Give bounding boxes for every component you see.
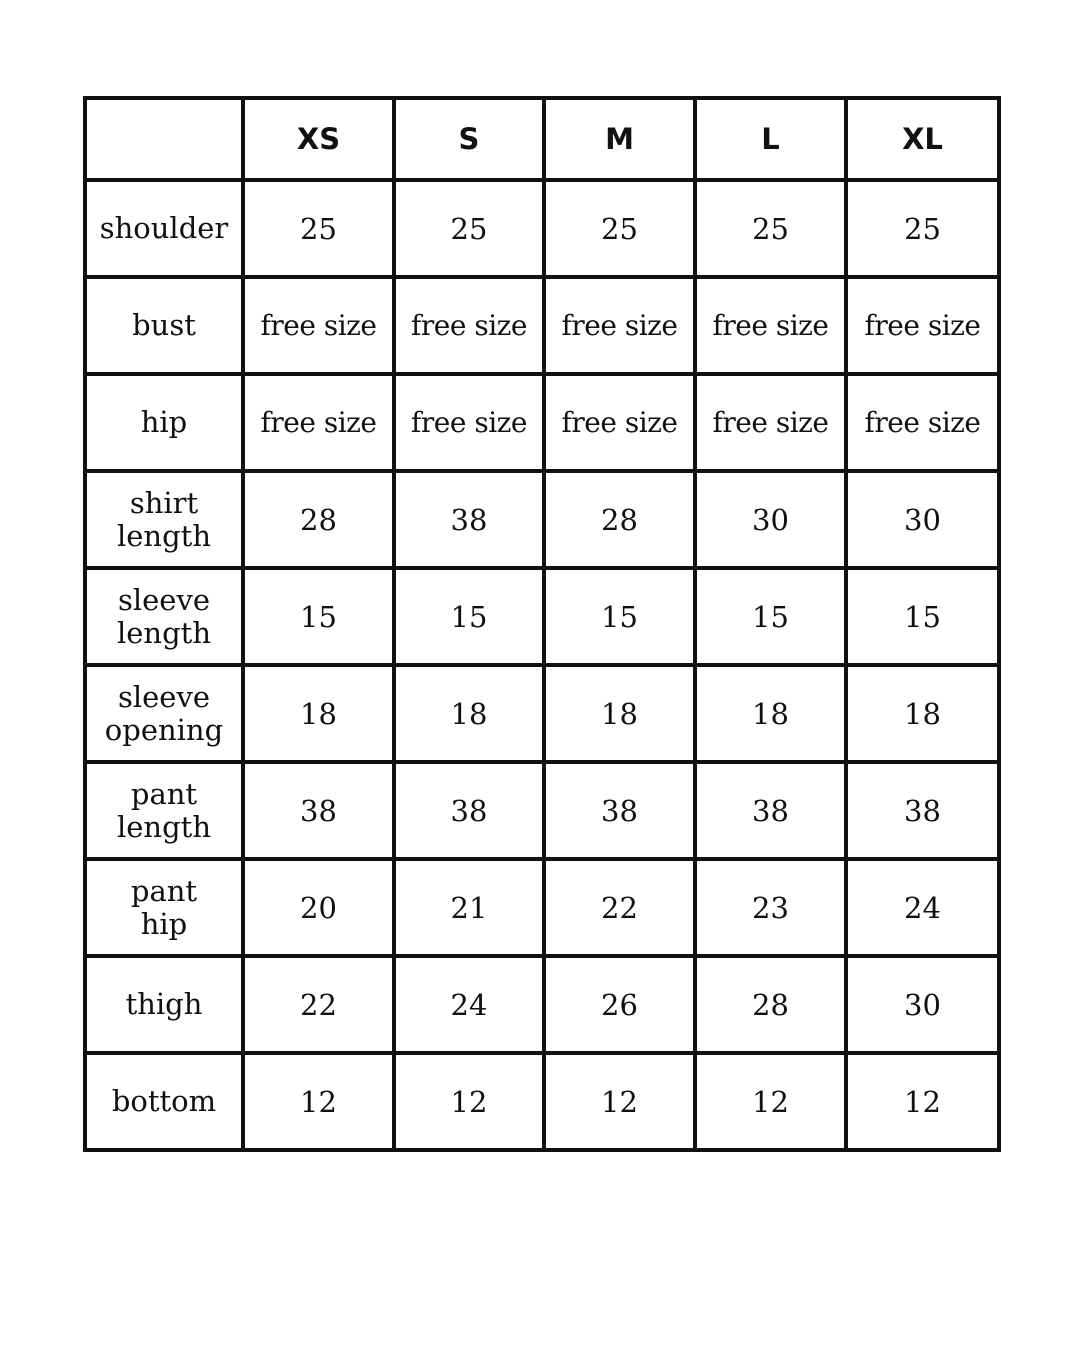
table-cell: 28 <box>544 471 695 568</box>
row-label-line: sleeve <box>117 582 211 617</box>
table-cell: 25 <box>695 180 846 277</box>
row-label <box>85 956 243 1053</box>
row-label-line: sleeve <box>117 679 211 714</box>
table-cell: 38 <box>394 471 544 568</box>
table-cell: 38 <box>846 762 999 859</box>
table-cell: 25 <box>544 180 695 277</box>
table-cell: 18 <box>846 665 999 762</box>
row-label <box>85 471 243 568</box>
row-label <box>85 1053 243 1150</box>
row-label <box>85 568 243 665</box>
table-row <box>85 471 999 568</box>
table-cell: free size <box>394 277 544 374</box>
header-row <box>85 98 999 180</box>
table-cell: 12 <box>243 1053 394 1150</box>
row-label-line: length <box>116 518 211 553</box>
table-cell: 15 <box>695 568 846 665</box>
row-label-line: pant <box>130 776 198 811</box>
size-chart-table <box>83 96 1001 1152</box>
table-row <box>85 762 999 859</box>
table-cell: 24 <box>846 859 999 956</box>
row-label-line: opening <box>104 712 224 747</box>
header-corner <box>85 98 243 180</box>
row-label <box>85 665 243 762</box>
table-cell: 30 <box>846 956 999 1053</box>
table-cell: free size <box>544 374 695 471</box>
table-row <box>85 665 999 762</box>
table-body <box>85 180 999 1150</box>
table-cell: 38 <box>243 762 394 859</box>
table-cell: 12 <box>394 1053 544 1150</box>
table-cell: free size <box>695 374 846 471</box>
table-cell: free size <box>846 277 999 374</box>
table-row <box>85 1053 999 1150</box>
table-cell: 15 <box>846 568 999 665</box>
table-cell: 25 <box>846 180 999 277</box>
table-cell: 26 <box>544 956 695 1053</box>
table-cell: free size <box>544 277 695 374</box>
table-cell: free size <box>243 374 394 471</box>
table-cell: 22 <box>243 956 394 1053</box>
table-cell: 18 <box>394 665 544 762</box>
table-cell: 15 <box>243 568 394 665</box>
header-size-xs: XS <box>243 98 394 180</box>
table-cell: 25 <box>394 180 544 277</box>
table-row <box>85 568 999 665</box>
table-cell: 30 <box>695 471 846 568</box>
row-label-line: thigh <box>125 987 203 1021</box>
row-label-line: shirt <box>129 485 199 520</box>
table-cell: 22 <box>544 859 695 956</box>
row-label-line: shoulder <box>99 211 229 245</box>
table-cell: 15 <box>544 568 695 665</box>
header-size-xl: XL <box>846 98 999 180</box>
table-cell: 18 <box>695 665 846 762</box>
table-cell: 12 <box>695 1053 846 1150</box>
table-cell: 38 <box>544 762 695 859</box>
table-cell: 18 <box>544 665 695 762</box>
table-cell: 28 <box>243 471 394 568</box>
table-cell: 25 <box>243 180 394 277</box>
row-label-line: hip <box>140 405 188 439</box>
row-label-line: bottom <box>111 1084 217 1118</box>
table-cell: 38 <box>695 762 846 859</box>
table-cell: 23 <box>695 859 846 956</box>
row-label-line: bust <box>132 308 196 342</box>
table-cell: 30 <box>846 471 999 568</box>
table-cell: free size <box>846 374 999 471</box>
table-cell: 28 <box>695 956 846 1053</box>
table-row <box>85 374 999 471</box>
header-size-m: M <box>544 98 695 180</box>
row-label <box>85 762 243 859</box>
table-cell: 12 <box>846 1053 999 1150</box>
table-row <box>85 277 999 374</box>
row-label-line: length <box>116 809 211 844</box>
table-row <box>85 180 999 277</box>
row-label <box>85 180 243 277</box>
table-cell: 38 <box>394 762 544 859</box>
row-label <box>85 374 243 471</box>
table-cell: free size <box>394 374 544 471</box>
table-cell: 12 <box>544 1053 695 1150</box>
table-row <box>85 859 999 956</box>
table-cell: 21 <box>394 859 544 956</box>
table-cell: 15 <box>394 568 544 665</box>
table-row <box>85 956 999 1053</box>
table-cell: 24 <box>394 956 544 1053</box>
row-label-line: hip <box>140 906 188 941</box>
header-size-s: S <box>394 98 544 180</box>
row-label <box>85 277 243 374</box>
row-label-line: pant <box>130 873 198 908</box>
table-cell: free size <box>695 277 846 374</box>
table-cell: free size <box>243 277 394 374</box>
header-size-l: L <box>695 98 846 180</box>
row-label <box>85 859 243 956</box>
table-cell: 18 <box>243 665 394 762</box>
row-label-line: length <box>116 615 211 650</box>
table-cell: 20 <box>243 859 394 956</box>
